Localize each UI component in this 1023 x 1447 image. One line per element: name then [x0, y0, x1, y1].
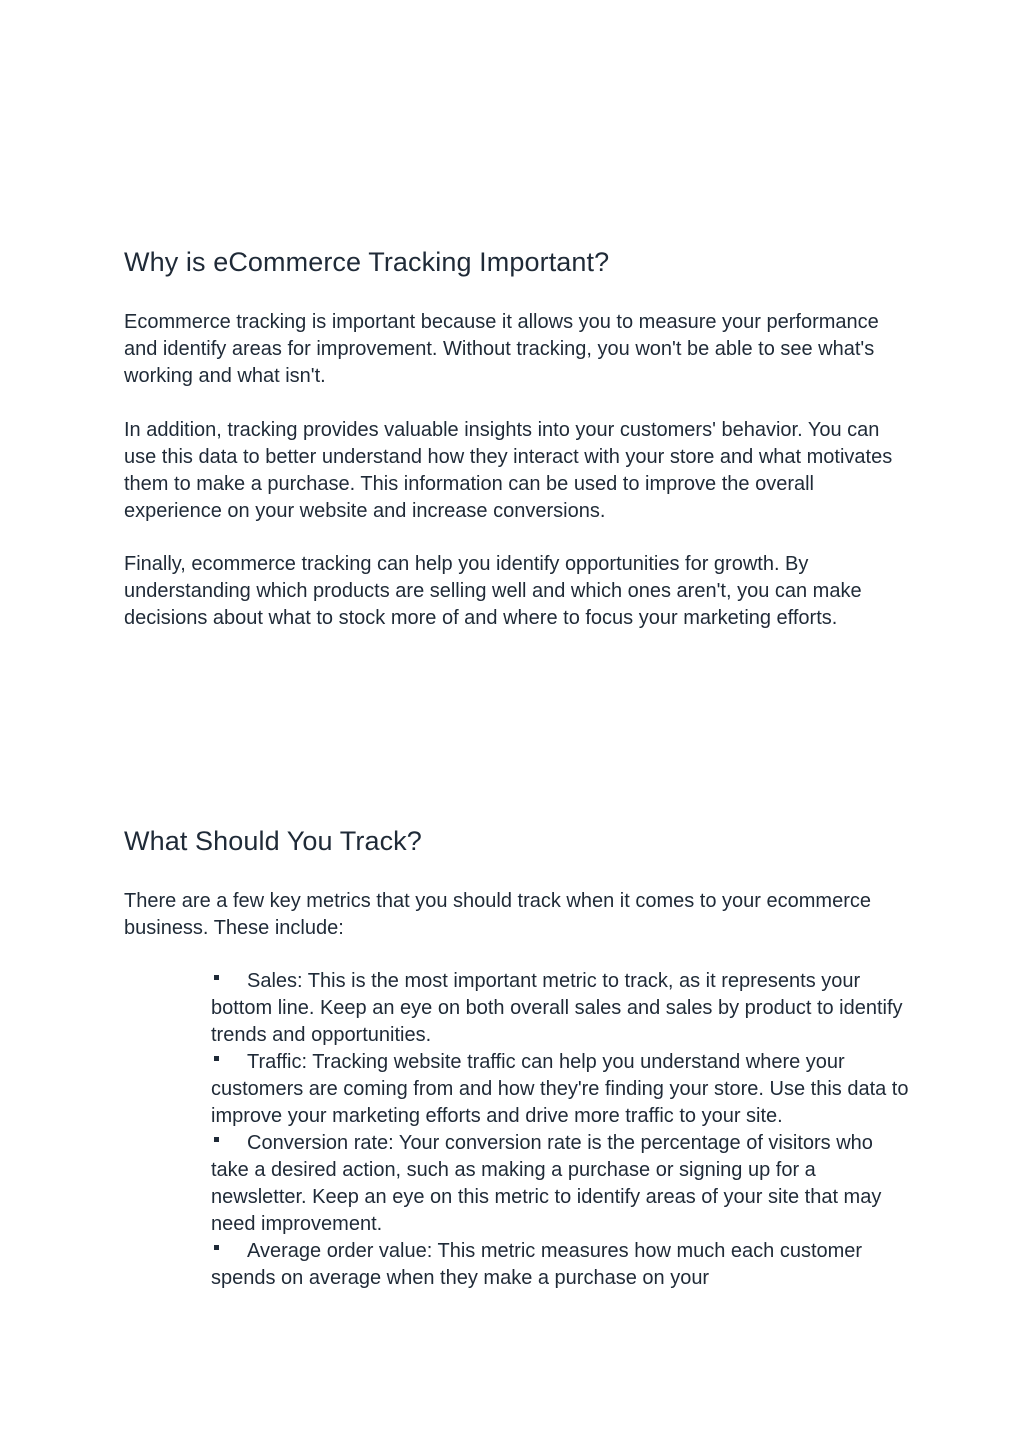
list-item: [211, 1238, 911, 1292]
paragraph-growth: Finally, ecommerce tracking can help you identify opportunities for growth. By understanding which products are selling well and which ones aren't, you can make decisions about what to stock more of and where to focus your marketing efforts.: [124, 553, 862, 629]
paragraph-insights: In addition, tracking provides valuable insights into your customers' behavior. You can use this data to better understand how they interact with your store and what motivates them to make a purchase. This information can be used to improve the overall experience on your website and increase conversions.: [124, 419, 893, 522]
square-bullet-icon: [214, 1056, 219, 1061]
square-bullet-icon: [214, 975, 219, 980]
section-heading-why-tracking: Why is eCommerce Tracking Important?: [124, 247, 610, 277]
square-bullet-icon: [214, 1137, 219, 1142]
paragraph-importance: Ecommerce tracking is important because it allows you to measure your performance and identify areas for improvement. Without tracking, you won't be able to see what's working and what isn't.: [124, 311, 879, 387]
metrics-list: [211, 968, 911, 1292]
list-item: [211, 1049, 911, 1130]
list-item-text: Sales: This is the most important metric to track, as it represents your bottom line. Keep an eye on both overall sales and sales by product to identify trends and opportunities.: [211, 970, 903, 1046]
section-heading-what-to-track: What Should You Track?: [124, 826, 422, 856]
paragraph-metrics-intro: There are a few key metrics that you should track when it comes to your ecommerce business. These include:: [124, 890, 871, 939]
square-bullet-icon: [214, 1245, 219, 1250]
list-item: [211, 968, 911, 1049]
list-item-text: Traffic: Tracking website traffic can help you understand where your customers are coming from and how they're finding your store. Use this data to improve your marketing efforts and drive more traffic to your site.: [211, 1051, 909, 1127]
list-item-text: Average order value: This metric measures how much each customer spends on average when they make a purchase on your: [211, 1240, 863, 1289]
list-item-text: Conversion rate: Your conversion rate is the percentage of visitors who take a desired action, such as making a purchase or signing up for a newsletter. Keep an eye on this metric to identify areas of your site that may need improvement.: [211, 1132, 882, 1235]
list-item: [211, 1130, 911, 1238]
